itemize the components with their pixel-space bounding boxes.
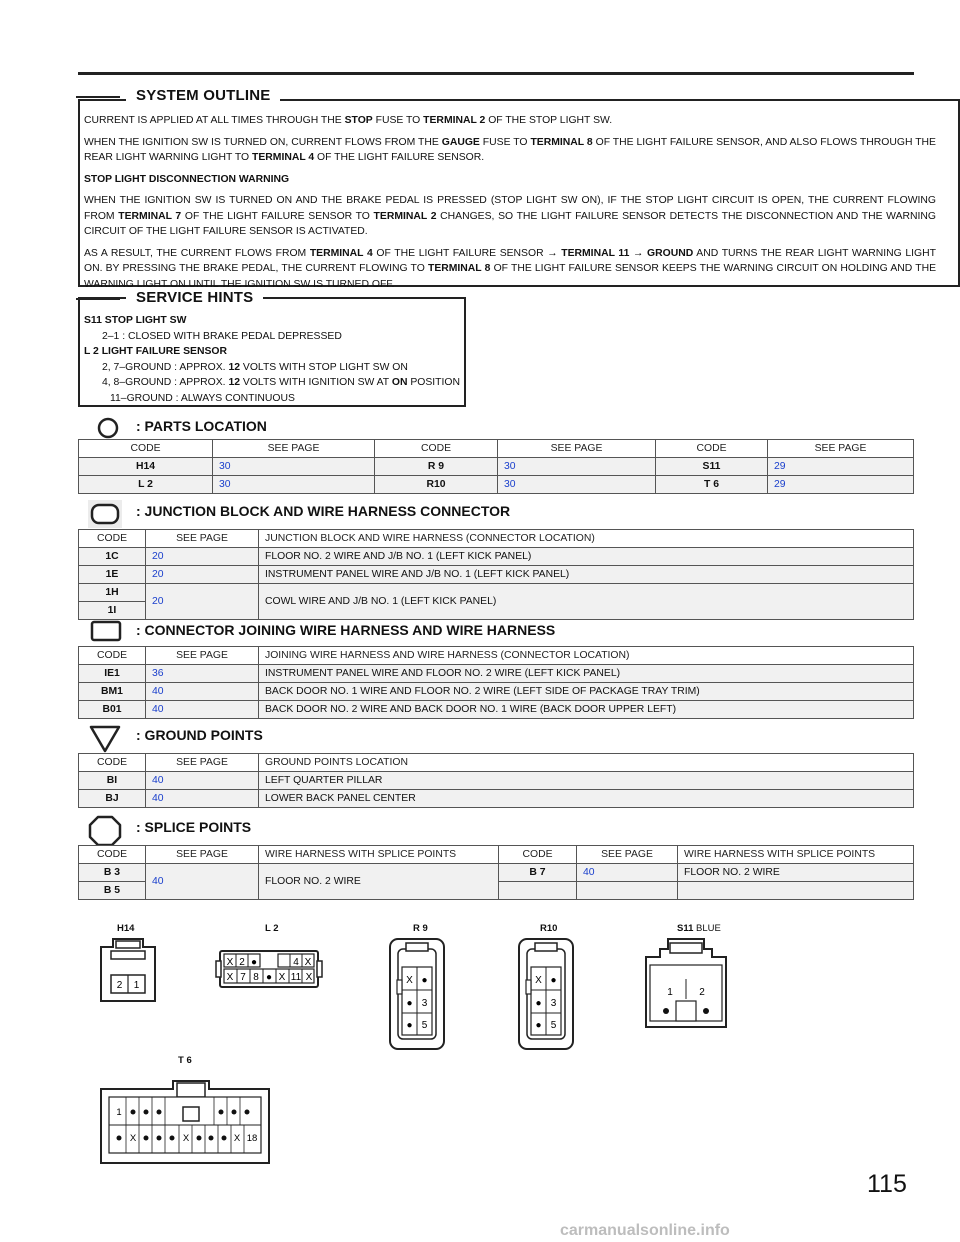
table-row: B 5 xyxy=(79,882,914,900)
table-row: BI 40 LEFT QUARTER PILLAR xyxy=(79,772,914,790)
splice-point-icon xyxy=(88,815,122,847)
connector-label-h14: H14 xyxy=(117,923,135,934)
l2-pin: 2 xyxy=(239,957,245,968)
r10-pin: 3 xyxy=(550,998,557,1009)
connector-s11-diagram xyxy=(640,935,732,1035)
system-outline-box xyxy=(78,99,960,290)
service-hints-title: SERVICE HINTS xyxy=(126,289,263,306)
l2-pin: 8 xyxy=(253,972,259,983)
table-row: B01 40 BACK DOOR NO. 2 WIRE AND BACK DOOR NO. 1 WIRE (BACK DOOR UPPER LEFT) xyxy=(79,701,914,719)
table-row: 1E 20 INSTRUMENT PANEL WIRE AND J/B NO. 1 (LEFT KICK PANEL) xyxy=(79,566,914,584)
table-row: H14 30 R 9 30 S11 29 xyxy=(79,458,914,476)
parts-location-table xyxy=(78,439,914,494)
r10-pin: ● xyxy=(535,998,542,1009)
table-header: CODE SEE PAGE CODE SEE PAGE CODE SEE PAGE xyxy=(79,440,914,458)
system-outline-title: SYSTEM OUTLINE xyxy=(126,87,280,104)
r9-pin: 5 xyxy=(421,1020,428,1031)
table-header: CODE SEE PAGE JUNCTION BLOCK AND WIRE HARNESS (CONNECTOR LOCATION) xyxy=(79,530,914,548)
r10-pin: ● xyxy=(535,1020,542,1031)
r9-pin: ● xyxy=(406,1020,413,1031)
l2-pin: ● xyxy=(265,972,273,983)
table-row: 1C 20 FLOOR NO. 2 WIRE AND J/B NO. 1 (LEFT KICK PANEL) xyxy=(79,548,914,566)
parts-location-title: : PARTS LOCATION xyxy=(136,418,267,434)
ground-point-icon xyxy=(88,724,122,754)
connector-label-r9: R 9 xyxy=(413,923,428,934)
connector-label-s11: S11 BLUE xyxy=(677,923,721,934)
table-row: BJ 40 LOWER BACK PANEL CENTER xyxy=(79,790,914,808)
parts-location-icon xyxy=(95,416,121,440)
connector-joining-table xyxy=(78,646,914,719)
r9-pin: X xyxy=(406,975,413,986)
l2-pin: X xyxy=(278,972,286,983)
r9-pin: 3 xyxy=(421,998,428,1009)
t6-pin: X xyxy=(182,1133,190,1144)
page-number: 115 xyxy=(867,1170,907,1198)
outline-p2: WHEN THE IGNITION SW IS TURNED ON, CURRENT FLOWS FROM THE GAUGE FUSE TO TERMINAL 8 OF THE LIGHT FAILURE SENSOR, AND ALSO FLOWS THROUGH THE REAR LIGHT WARNING LIGHT TO TERMINAL 4 OF THE LIGHT FAILURE SENSOR. xyxy=(84,136,936,163)
s11-pin: 1 xyxy=(667,987,673,998)
hint-line-4: 2, 7–GROUND : APPROX. 12 VOLTS WITH STOP LIGHT SW ON xyxy=(102,361,408,373)
ground-points-table xyxy=(78,753,914,808)
ground-points-title: : GROUND POINTS xyxy=(136,727,263,743)
h14-pin: 1 xyxy=(133,980,140,991)
r9-pin: ● xyxy=(406,998,413,1009)
table-row: 1I xyxy=(79,602,914,620)
watermark: carmanualsonline.info xyxy=(560,1222,730,1239)
t6-pin: 18 xyxy=(246,1133,258,1144)
hint-line-3: L 2 LIGHT FAILURE SENSOR xyxy=(84,346,227,358)
table-row: BM1 40 BACK DOOR NO. 1 WIRE AND FLOOR NO. 2 WIRE (LEFT SIDE OF PACKAGE TRAY TRIM) xyxy=(79,683,914,701)
splice-points-table xyxy=(78,845,914,900)
outline-p1: CURRENT IS APPLIED AT ALL TIMES THROUGH THE STOP FUSE TO TERMINAL 2 OF THE STOP LIGHT SW. xyxy=(84,115,613,126)
connector-label-t6: T 6 xyxy=(178,1055,192,1066)
r9-pin: ● xyxy=(421,975,428,986)
r10-pin: ● xyxy=(550,975,557,986)
connector-label-r10: R10 xyxy=(540,923,558,934)
l2-pin: X xyxy=(304,957,312,968)
hint-line-5: 4, 8–GROUND : APPROX. 12 VOLTS WITH IGNITION SW AT ON POSITION xyxy=(102,377,460,389)
table-header: CODE SEE PAGE WIRE HARNESS WITH SPLICE POINTS CODE SEE PAGE WIRE HARNESS WITH SPLICE POINTS xyxy=(79,846,914,864)
connector-r9-diagram xyxy=(386,935,448,1053)
splice-points-title: : SPLICE POINTS xyxy=(136,819,252,835)
l2-pin: ● xyxy=(250,957,258,968)
l2-pin: 4 xyxy=(293,957,299,968)
connector-label-l2: L 2 xyxy=(265,923,279,934)
junction-block-title: : JUNCTION BLOCK AND WIRE HARNESS CONNECTOR xyxy=(136,503,511,519)
t6-pin: X xyxy=(233,1133,241,1144)
connector-l2-diagram xyxy=(214,945,324,991)
hint-line-1: S11 STOP LIGHT SW xyxy=(84,315,187,326)
t6-pin: X xyxy=(129,1133,137,1144)
table-row: IE1 36 INSTRUMENT PANEL WIRE AND FLOOR NO. 2 WIRE (LEFT KICK PANEL) xyxy=(79,665,914,683)
table-row: L 2 30 R10 30 T 6 29 xyxy=(79,476,914,494)
connector-r10-diagram xyxy=(515,935,577,1053)
connector-t6-diagram xyxy=(95,1075,275,1167)
table-header: CODE SEE PAGE GROUND POINTS LOCATION xyxy=(79,754,914,772)
junction-block-icon xyxy=(88,500,122,528)
r10-pin: X xyxy=(535,975,542,986)
t6-pin: 1 xyxy=(116,1107,122,1118)
l2-pin: 7 xyxy=(240,972,246,983)
connector-joining-icon xyxy=(90,620,122,642)
r10-pin: 5 xyxy=(550,1020,557,1031)
outline-subheading: STOP LIGHT DISCONNECTION WARNING xyxy=(84,173,290,185)
connector-h14-diagram xyxy=(95,935,161,1007)
l2-pin: X xyxy=(226,957,234,968)
h14-pin: 2 xyxy=(116,980,123,991)
service-hints-box xyxy=(78,297,466,407)
table-row: B 3 40 FLOOR NO. 2 WIRE B 7 40 FLOOR NO. 2 WIRE xyxy=(79,864,914,882)
hint-line-6: 11–GROUND : ALWAYS CONTINUOUS xyxy=(110,392,295,404)
s11-pin: 2 xyxy=(699,987,705,998)
junction-block-table xyxy=(78,529,914,620)
l2-pin: X xyxy=(226,972,234,983)
hint-line-2: 2–1 : CLOSED WITH BRAKE PEDAL DEPRESSED xyxy=(102,330,342,342)
outline-p4: WHEN THE IGNITION SW IS TURNED ON AND THE BRAKE PEDAL IS PRESSED (STOP LIGHT SW ON), IF THE STOP LIGHT CIRCUIT IS OPEN, THE CURRENT FLOWING FROM TERMINAL 7 OF THE LIGHT FAILURE SENSOR TO TERMINAL 2 CHANGES, SO THE LIGHT FAILURE SENSOR DETECTS THE DISCONNECTION AND THE WARNING CIRCUIT OF THE LIGHT FAILURE SENSOR IS ACTIVATED. xyxy=(84,195,936,237)
table-header: CODE SEE PAGE JOINING WIRE HARNESS AND WIRE HARNESS (CONNECTOR LOCATION) xyxy=(79,647,914,665)
l2-pin: 11 xyxy=(290,972,302,983)
connector-joining-title: : CONNECTOR JOINING WIRE HARNESS AND WIRE HARNESS xyxy=(136,622,556,638)
outline-p5: AS A RESULT, THE CURRENT FLOWS FROM TERMINAL 4 OF THE LIGHT FAILURE SENSOR → TERMINAL 11 → GROUND AND TURNS THE REAR LIGHT WARNING LIGHT ON. BY PRESSING THE BRAKE PEDAL, THE CURRENT FLOWING TO TERMINAL 8 OF THE LIGHT FAILURE SENSOR KEEPS THE WARNING CIRCUIT ON HOLDING AND THE WARNING LIGHT ON UNTIL THE IGNITION SW IS TURNED OFF. xyxy=(84,247,937,290)
top-rule xyxy=(78,72,914,75)
table-row: 1H 20 COWL WIRE AND J/B NO. 1 (LEFT KICK PANEL) xyxy=(79,584,914,602)
l2-pin: X xyxy=(305,972,313,983)
